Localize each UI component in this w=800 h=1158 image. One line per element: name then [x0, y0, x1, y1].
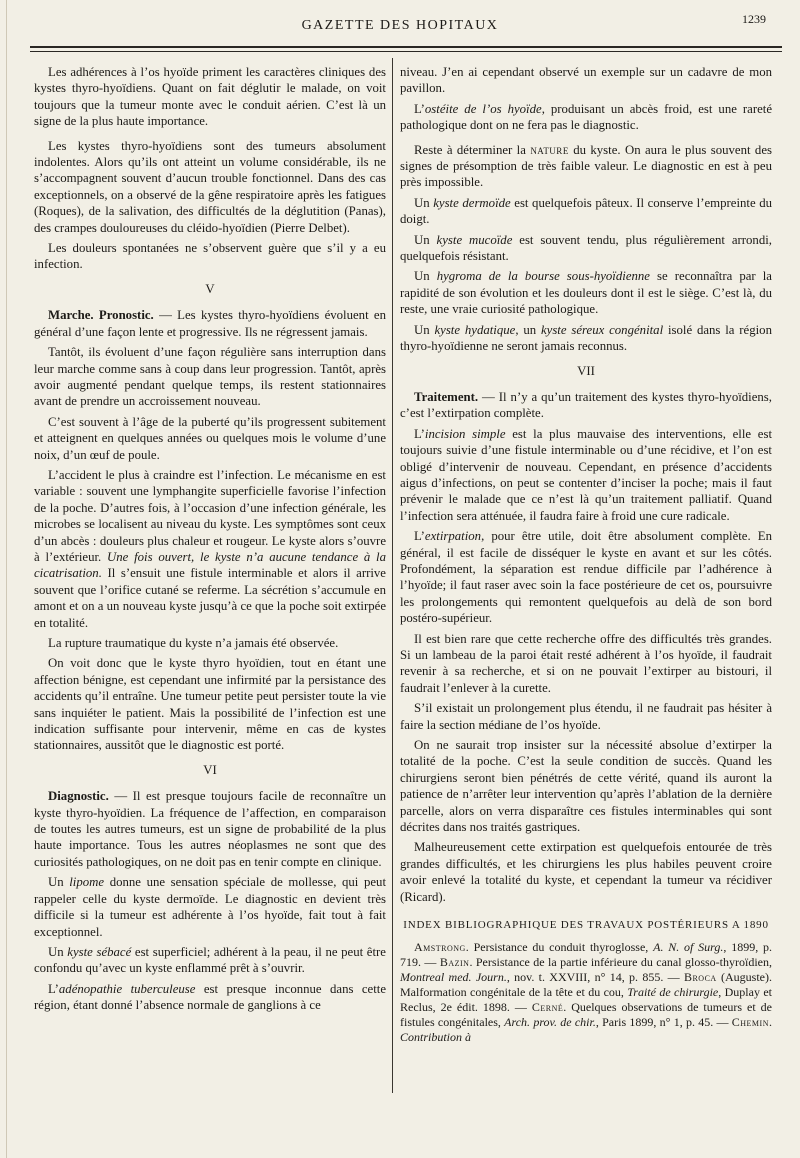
paragraph — [400, 142, 772, 191]
emphasis: incision simple — [424, 426, 506, 441]
paragraph — [400, 232, 772, 265]
paragraph: Malheureusement cette extirpation est quelquefois entourée de très grandes difficultés, et les chirurgiens les plus habiles peuvent croire avoir enlevé la totalité du kyste, et cependant la tumeur va récidiver (Ricard). — [400, 840, 772, 904]
paragraph-text: est quelquefois pâteux. Il conserve l’empreinte du doigt. — [400, 195, 772, 227]
paragraph-text: Un — [414, 232, 437, 247]
paragraph-text: Un — [48, 875, 70, 890]
journal-name: Arch. prov. de chir. — [504, 1014, 596, 1029]
paragraph-text: isolé dans la région thyro-hyoïdienne ne seront jamais reconnus. — [400, 322, 772, 354]
paragraph-text: — Il n’y a qu’un traitement des kystes thyro-hyoïdiens, c’est l’extirpation complète. — [400, 389, 772, 421]
header-rule-thin — [30, 51, 782, 52]
paragraph — [34, 467, 386, 631]
paragraph: On voit donc que le kyste thyro hyoïdien, tout en étant une affection bénigne, est cependant une infirmité par la persistance des accidents qu’il entraîne. Une tumeur petite peut persister toute la vie sans inquiéter le patient. Mais la possibilité de l’infection est une indication suffisante pour intervenir, même en cas de kystes stationnaires, aussitôt que le diagnostic est porté. — [34, 656, 386, 753]
paragraph — [400, 268, 772, 317]
journal-title: GAZETTE DES HOPITAUX — [301, 18, 499, 33]
paragraph: Tantôt, ils évoluent d’une façon régulière sans interruption dans leur marche comme sans à coup dans leur progression. Tantôt, après avoir augmenté pendant quelque temps, ils restent stationnaires avant de prendre un accroissement nouveau. — [34, 345, 386, 409]
emphasis: adénopathie tuberculeuse — [58, 981, 196, 996]
author-name: Broca — [683, 969, 717, 984]
paragraph: Les kystes thyro-hyoïdiens sont des tumeurs absolument indolentes. Alors qu’ils ont atteint un volume considérable, ils ne s’accompagnent souvent d’aucun trouble fonctionnel. Dans des cas exceptionnels, on a observé de la gêne respiratoire après les fatigues (Roques), de la salivation, des difficultés de la déglutition (Panas), des crampes douloureuses du cléido-hyoïdien (Pierre Delbet). — [34, 138, 386, 235]
paragraph-text: donne une sensation spéciale de mollesse, qui peut rappeler celle du kyste dermoïde. Le diagnostic en devient très difficile si la tumeur est adhérente à l’os hyoïde, fait tout à fait exceptionnel. — [34, 875, 386, 939]
header-rule-thick — [30, 46, 782, 48]
paragraph-text: est souvent tendu, plus régulièrement arrondi, quelquefois résistant. — [400, 232, 772, 264]
emphasis: hygroma de la bourse sous-hyoïdienne — [436, 269, 650, 284]
author-name: Amstrong — [414, 939, 466, 954]
paragraph — [34, 981, 386, 1014]
paragraph — [400, 389, 772, 422]
paragraph: C’est souvent à l’âge de la puberté qu’ils progressent subitement et atteignent en quelques années ou quelques mois le volume d’une noix, d’un œuf de poule. — [34, 414, 386, 462]
page-number: 1239 — [742, 12, 766, 26]
citation-text: , 1899, p. 719. — — [400, 939, 773, 969]
emphasis: kyste sébacé — [67, 944, 132, 959]
journal-name: A. N. of Surg. — [653, 939, 724, 954]
paragraph-text: du kyste. On aura le plus souvent des signes de présomption de très faible valeur. Le diagnostic en est à peu près impossible. — [400, 142, 772, 190]
paragraph-text: est presque inconnue dans cette région, étant donné l’absence normale de ganglions à ce — [34, 981, 386, 1013]
author-name: Cerné — [531, 999, 564, 1014]
section-heading: Traitement. — [414, 389, 479, 404]
paragraph — [400, 101, 772, 134]
author-name: Bazin — [439, 954, 470, 969]
left-column — [34, 64, 386, 1018]
emphasis: kyste séreux congénital — [540, 322, 664, 337]
emphasis: extirpation — [424, 529, 482, 544]
paragraph — [34, 944, 386, 977]
paragraph-text: Reste à déterminer la — [414, 142, 531, 157]
bibliography-title: INDEX BIBLIOGRAPHIQUE DES TRAVAUX POSTÉRIEURS A 1890 — [403, 919, 769, 932]
paragraph-text: , pour être utile, doit être absolument complète. En général, il est facile de disséquer le kyste en avant et sur les côtés. Profondément, la séparation est rendue difficile par l’adhérence à l’hyoïde; il faut raser avec soin la face postérieure de cet os, poursuivre les prolongements qui remontent quelquefois au delà de son bord postéro-supérieur. — [400, 529, 772, 626]
emphasis: kyste hydatique — [434, 322, 516, 337]
journal-name: Contribution à — [400, 1029, 472, 1044]
paragraph-text: — Les kystes thyro-hyoïdiens évoluent en général d’une façon lente et progressive. Ils ne régressent jamais. — [34, 308, 387, 339]
paragraph-text: L’ — [414, 101, 425, 116]
paragraph-text: Un — [414, 322, 435, 337]
citation-text: . Persistance du conduit thyroglosse, — [465, 939, 654, 954]
paragraph — [400, 426, 772, 524]
paragraph-text: est superficiel; adhérent à la peau, il ne peut être confondu qu’avec un kyste enflammé prêt à s’ouvrir. — [34, 944, 386, 976]
journal-name: Montreal med. Journ. — [400, 969, 507, 984]
paragraph — [400, 195, 772, 228]
journal-name: Traité de chirurgie — [627, 984, 719, 999]
column-divider — [392, 58, 393, 1093]
emphasis: kyste mucoïde — [436, 232, 513, 247]
binding-edge — [6, 0, 7, 1158]
paragraph-text: L’ — [414, 426, 425, 441]
paragraph-text: L’accident le plus à craindre est l’infection. Le mécanisme en est variable : souvent une lymphangite superficielle favorise l’infection de la poche. D’autres fois, à l’occasion d’une infection générale, les microbes se localisent au niveau du kyste. Les symptômes sont ceux d’un abcès : douleurs plus chaleur et rougeur. Le kyste alors s’ouvre à l’extérieur. — [34, 467, 386, 564]
paragraph — [34, 307, 386, 340]
bibliography — [400, 940, 772, 1045]
section-heading: Marche. Pronostic. — [48, 308, 154, 323]
paragraph: Les douleurs spontanées ne s’observent guère que s’il y a eu infection. — [34, 241, 386, 272]
page-header — [20, 12, 780, 42]
paragraph-text: Un — [414, 269, 437, 284]
paragraph: S’il existait un prolongement plus étendu, il ne faudrait pas hésiter à faire la section médiane de l’os hyoïde. — [400, 701, 772, 732]
citation-text: . Quelques observations de tumeurs et de fistules congénitales, — [400, 999, 773, 1029]
section-number: VII — [577, 363, 595, 378]
paragraph-text: Un — [414, 195, 434, 210]
citation-text: . — [769, 1014, 772, 1029]
paragraph-text: se reconnaîtra par la rapidité de son évolution et les douleurs dont il est le siège. C’est là, du reste, une vraie curiosité pathologique. — [400, 269, 772, 317]
paragraph-text: est la plus mauvaise des interventions, elle est toujours suivie d’une fistule interminable ou d’une récidive, et l’on est obligé d’intervenir de nouveau. Cependant, en présence d’accidents aigus d’infections, on peut se contenter d’inciser la poche; mais il faut prévenir le malade que ce n’est là qu’un traitement palliatif. Quand l’infection sera atténuée, il faudra faire à froid une cure radicale. — [400, 426, 772, 523]
paragraph — [34, 874, 386, 940]
emphasis: Une fois ouvert, le kyste n’a aucune tendance à la cicatrisation. — [34, 549, 387, 581]
section-heading: Diagnostic. — [48, 789, 109, 804]
paragraph-text: Il s’ensuit une fistule interminable et alors il arrive souvent que l’orifice cutané se referme. La sécrétion s’accumule en amont et on a un nouveau kyste jusqu’à ce que la poche soit extirpée en totalité. — [34, 566, 386, 630]
citation-text: . Persistance de la partie inférieure du canal glosso-thyroïdien, — [469, 954, 773, 969]
paragraph: niveau. J’en ai cependant observé un exemple sur un cadavre de mon pavillon. — [400, 65, 772, 96]
section-number: VI — [203, 762, 217, 777]
paragraph — [400, 322, 772, 355]
emphasis: ostéite de l’os hyoïde — [424, 101, 542, 116]
paragraph — [34, 788, 386, 870]
emphasis: lipome — [69, 875, 105, 890]
emphasis: kyste dermoïde — [433, 195, 511, 210]
section-number: V — [205, 281, 215, 296]
citation-text: , nov. t. XXVIII, n° 14, p. 855. — — [506, 969, 684, 984]
paragraph-text: L’ — [414, 529, 425, 544]
paragraph: Il est bien rare que cette recherche offre des difficultés très grandes. Si un lambeau de la paroi était resté adhérent à l’os hyoïde, il faudrait revenir à sa recherche, et si on ne pouvait l’extirper au bistouri, il faudrait l’enlever à la curette. — [400, 631, 772, 695]
paragraph-text: — Il est presque toujours facile de reconnaître un kyste thyro-hyoïdien. La fréquence de l’affection, en comparaison de toutes les autres tumeurs, est un signe de probabilité de la plus haute importance. Tous les autres néoplasmes ne sont que des curiosités pathologiques, on ne doit pas en tenir compte en clinique. — [34, 789, 386, 869]
author-name: Chemin — [731, 1014, 769, 1029]
paragraph: On ne saurait trop insister sur la nécessité absolue d’extirper la totalité de la poche. C’est la seule condition de succès. Quand les chirurgiens seront bien pénétrés de cette vérité, quand ils auront la patience de n’arrêter leur intervention qu’après l’ablation de la dernière parcelle, alors on verra disparaître ces fistules interminables qui sont décrites dans nos traités gastriques. — [400, 738, 772, 835]
citation-text: , Duplay et Reclus, 2e édit. 1898. — — [400, 984, 773, 1014]
paragraph-text: Un — [48, 944, 68, 959]
citation-text: (Auguste). Malformation congénitale de la tête et du cou, — [400, 969, 773, 999]
paragraph: La rupture traumatique du kyste n’a jamais été observée. — [48, 636, 339, 650]
small-caps-term: nature — [530, 142, 569, 157]
right-column — [400, 64, 772, 1049]
paragraph-text: L’ — [48, 981, 59, 996]
paragraph-text: , produisant un abcès froid, est une rareté pathologique dont on ne fera pas le diagnostic. — [400, 101, 773, 133]
paragraph-text: , un — [515, 322, 541, 337]
paragraph — [400, 528, 772, 626]
citation-text: , Paris 1899, n° 1, p. 45. — — [595, 1014, 732, 1029]
paragraph: Les adhérences à l’os hyoïde priment les caractères cliniques des kystes thyro-hyoïdiens. Quant on fait déglutir le malade, on voit toujours que la tumeur monte avec le conduit aérien. C’est là un signe de la plus haute importance. — [34, 65, 386, 129]
